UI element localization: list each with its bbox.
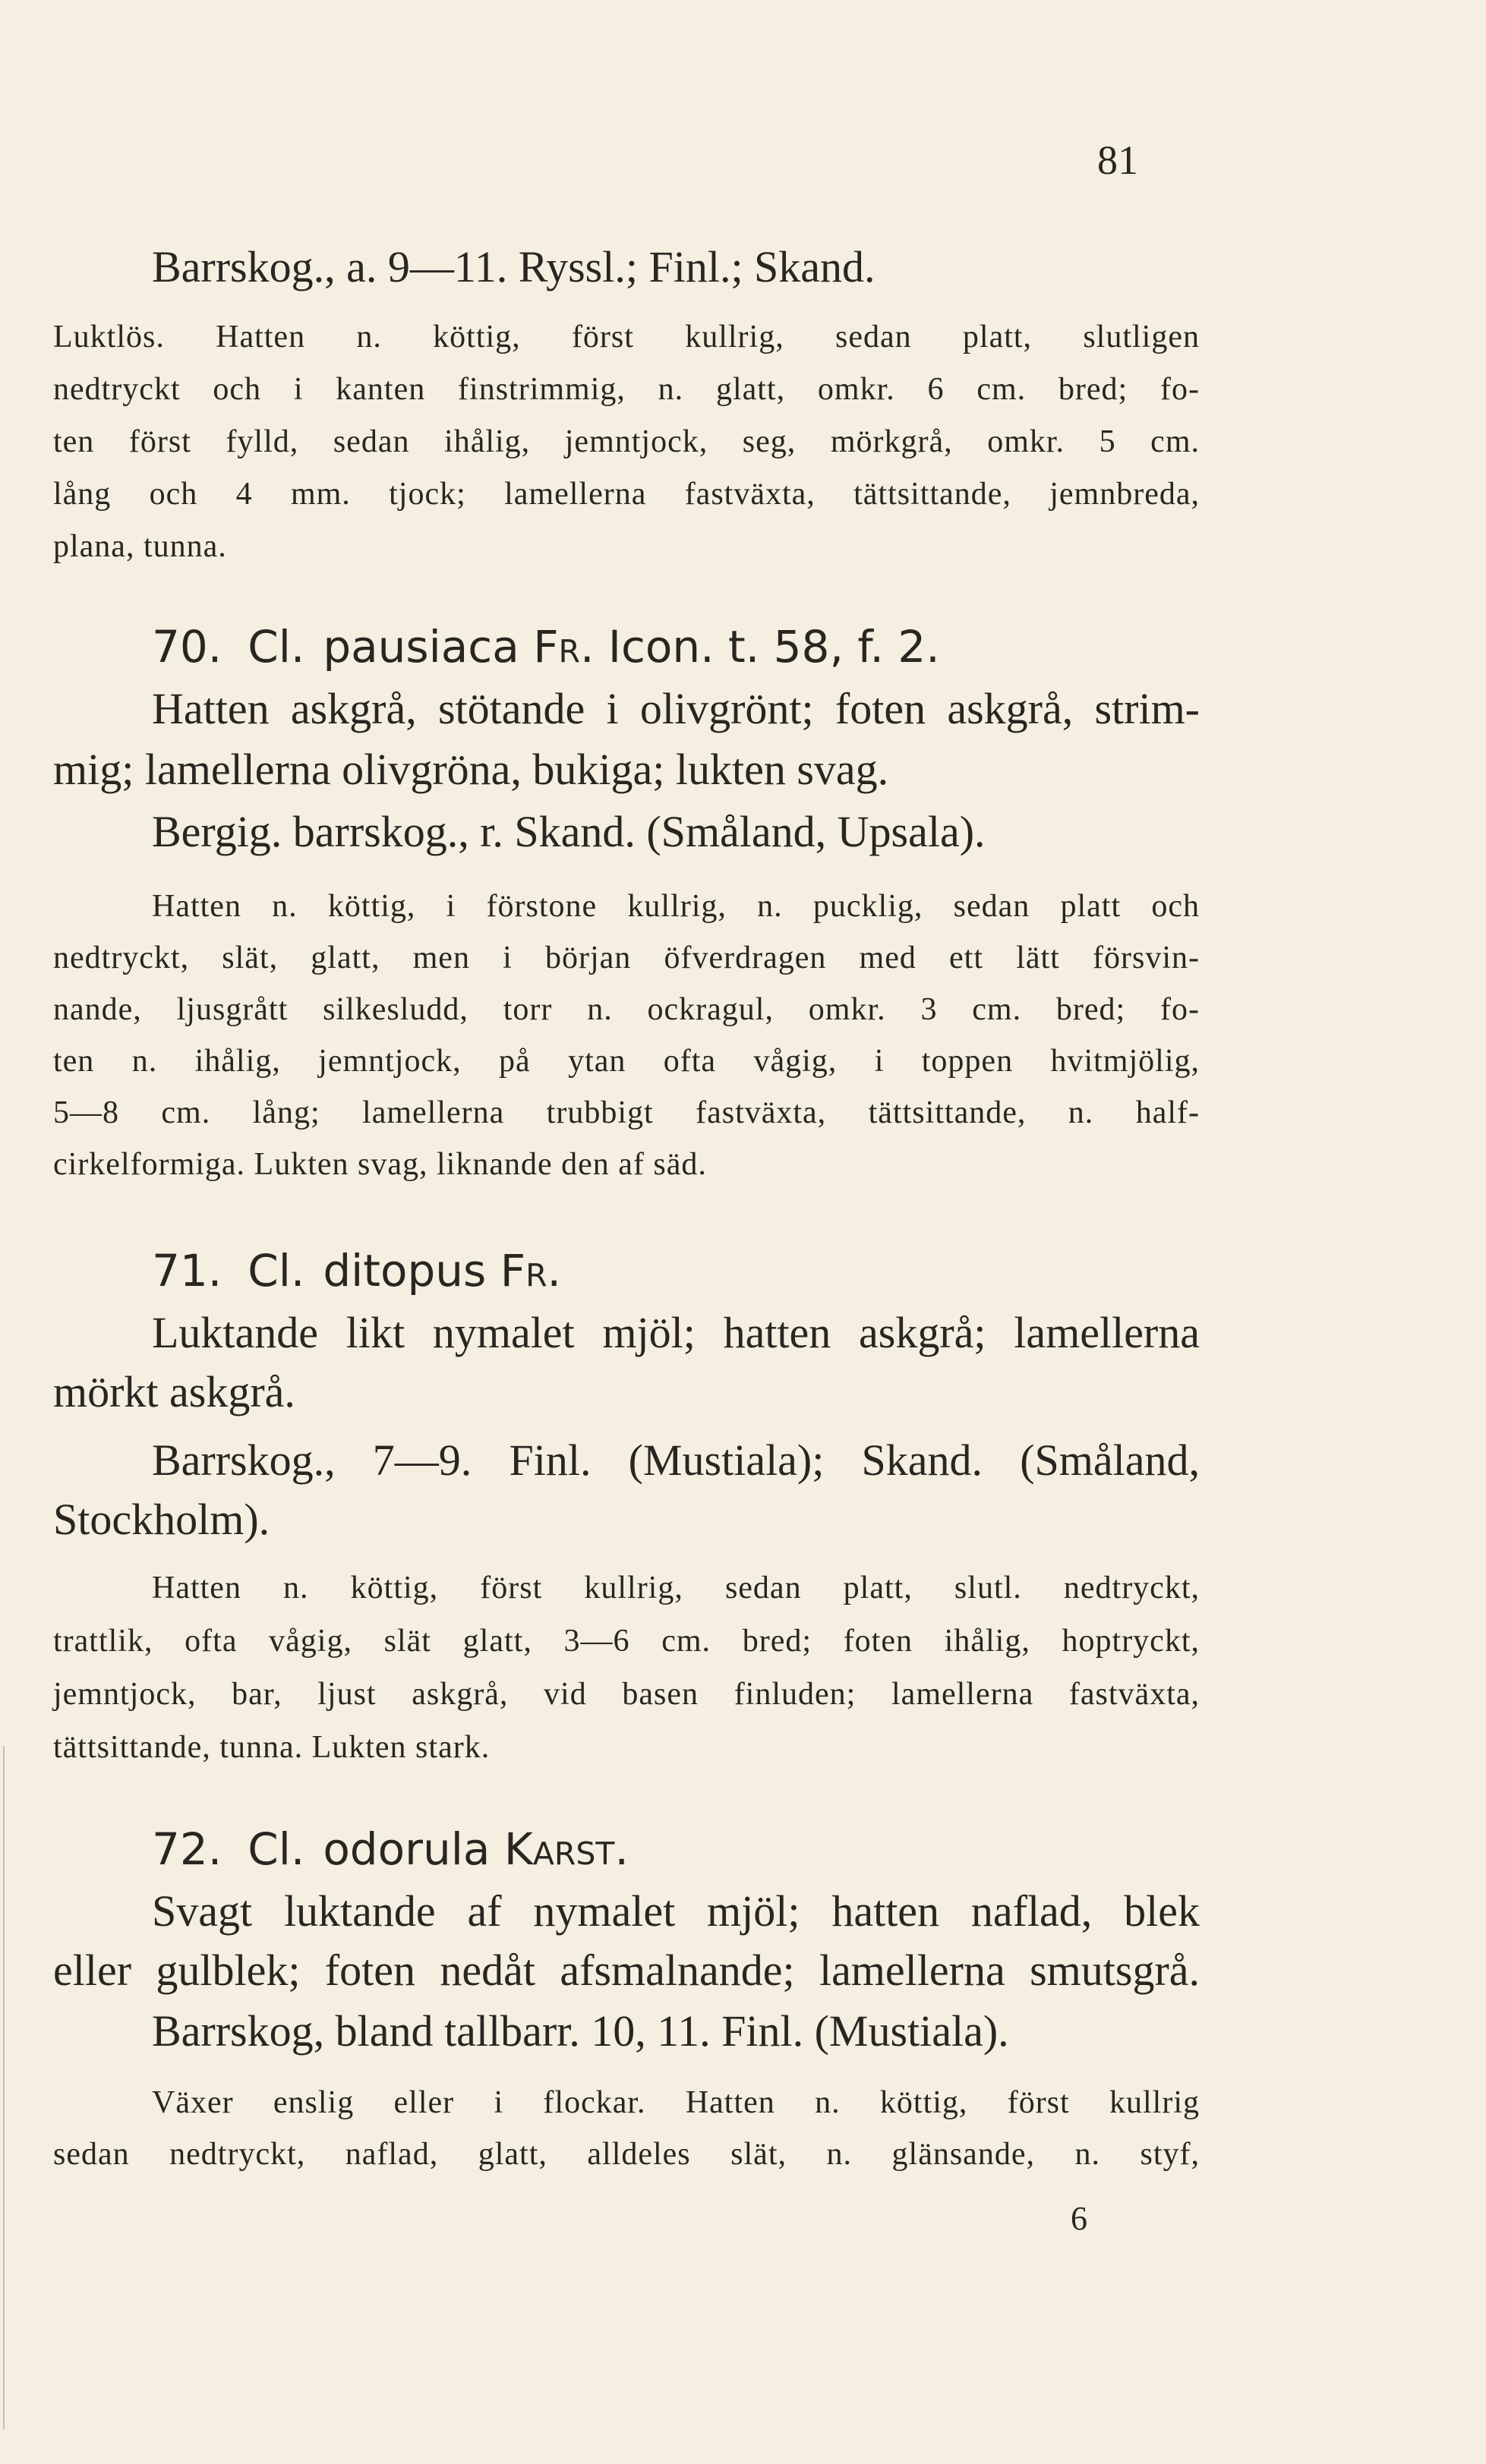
entry-author: Fr.	[533, 621, 595, 673]
entry-habitat-line: Barrskog., 7—9. Finl. (Mustiala); Skand. (Småland,	[152, 1435, 1200, 1485]
entry-heading	[152, 621, 1298, 673]
page-spine-shadow	[3, 1746, 5, 2429]
entry-species: odorula	[323, 1823, 491, 1875]
entry-author: Karst.	[503, 1823, 629, 1875]
entry-number: 72.	[152, 1823, 222, 1875]
entry-diagnosis-line: eller gulblek; foten nedåt afsmalnande; lamellerna smutsgrå.	[53, 1946, 1200, 1995]
entry-desc-line: cirkelformiga. Lukten svag, liknande den af säd.	[53, 1147, 707, 1182]
entry-habitat-line: Stockholm).	[53, 1495, 270, 1544]
entry-number: 71.	[152, 1245, 222, 1297]
entry-genus: Cl.	[248, 1245, 305, 1297]
entry-diagnosis-line: mig; lamellerna olivgröna, bukiga; lukten svag.	[53, 745, 889, 794]
entry-desc-line: nande, ljusgrått silkesludd, torr n. ockragul, omkr. 3 cm. bred; fo-	[53, 992, 1200, 1027]
entry-heading	[152, 1245, 1298, 1297]
entry-desc-line: trattlik, ofta vågig, slät glatt, 3—6 cm. bred; foten ihålig, hoptryckt,	[53, 1624, 1200, 1659]
entry-diagnosis-line: Hatten askgrå, stötande i olivgrönt; foten askgrå, strim-	[152, 684, 1200, 733]
intro-desc-line: plana, tunna.	[53, 529, 227, 564]
entry-desc-line: Hatten n. köttig, i förstone kullrig, n. pucklig, sedan platt och	[152, 889, 1200, 924]
intro-desc-line: nedtryckt och i kanten finstrimmig, n. glatt, omkr. 6 cm. bred; fo-	[53, 372, 1200, 407]
entry-desc-line: ten n. ihålig, jemntjock, på ytan ofta vågig, i toppen hvitmjölig,	[53, 1044, 1200, 1079]
entry-desc-line: Hatten n. köttig, först kullrig, sedan platt, slutl. nedtryckt,	[152, 1571, 1200, 1605]
intro-desc-line: ten först fylld, sedan ihålig, jemntjock, seg, mörkgrå, omkr. 5 cm.	[53, 424, 1200, 459]
entry-genus: Cl.	[248, 1823, 305, 1875]
entry-reference: Icon. t. 58, f. 2.	[607, 621, 940, 673]
entry-author: Fr.	[500, 1245, 561, 1297]
entry-desc-line: 5—8 cm. lång; lamellerna trubbigt fastväxta, tättsittande, n. half-	[53, 1095, 1200, 1130]
entry-desc-line: tättsittande, tunna. Lukten stark.	[53, 1730, 491, 1765]
entry-heading	[152, 1823, 1298, 1875]
entry-habitat-line: Barrskog, bland tallbarr. 10, 11. Finl. (Mustiala).	[152, 2006, 1009, 2056]
entry-desc-line: sedan nedtryckt, naflad, glatt, alldeles slät, n. glänsande, n. styf,	[53, 2137, 1200, 2172]
intro-desc-line: lång och 4 mm. tjock; lamellerna fastväxta, tättsittande, jemnbreda,	[53, 477, 1200, 512]
entry-genus: Cl.	[248, 621, 305, 673]
entry-desc-line: nedtryckt, slät, glatt, men i början öfverdragen med ett lätt försvin-	[53, 941, 1200, 975]
entry-diagnosis-line: mörkt askgrå.	[53, 1367, 295, 1416]
entry-species: ditopus	[323, 1245, 487, 1297]
entry-number: 70.	[152, 621, 222, 673]
intro-desc-line: Luktlös. Hatten n. köttig, först kullrig, sedan platt, slutligen	[53, 320, 1200, 354]
intro-habitat-line: Barrskog., a. 9—11. Ryssl.; Finl.; Skand.	[152, 242, 876, 291]
entry-habitat-line: Bergig. barrskog., r. Skand. (Småland, Upsala).	[152, 807, 986, 856]
entry-diagnosis-line: Luktande likt nymalet mjöl; hatten askgrå; lamellerna	[152, 1308, 1200, 1357]
page-number: 81	[1097, 137, 1138, 183]
entry-desc-line: Växer enslig eller i flockar. Hatten n. köttig, först kullrig	[152, 2085, 1200, 2120]
entry-species: pausiaca	[323, 621, 519, 673]
entry-desc-line: jemntjock, bar, ljust askgrå, vid basen finluden; lamellerna fastväxta,	[53, 1677, 1200, 1712]
signature-mark: 6	[1071, 2200, 1087, 2237]
entry-diagnosis-line: Svagt luktande af nymalet mjöl; hatten naflad, blek	[152, 1886, 1200, 1936]
